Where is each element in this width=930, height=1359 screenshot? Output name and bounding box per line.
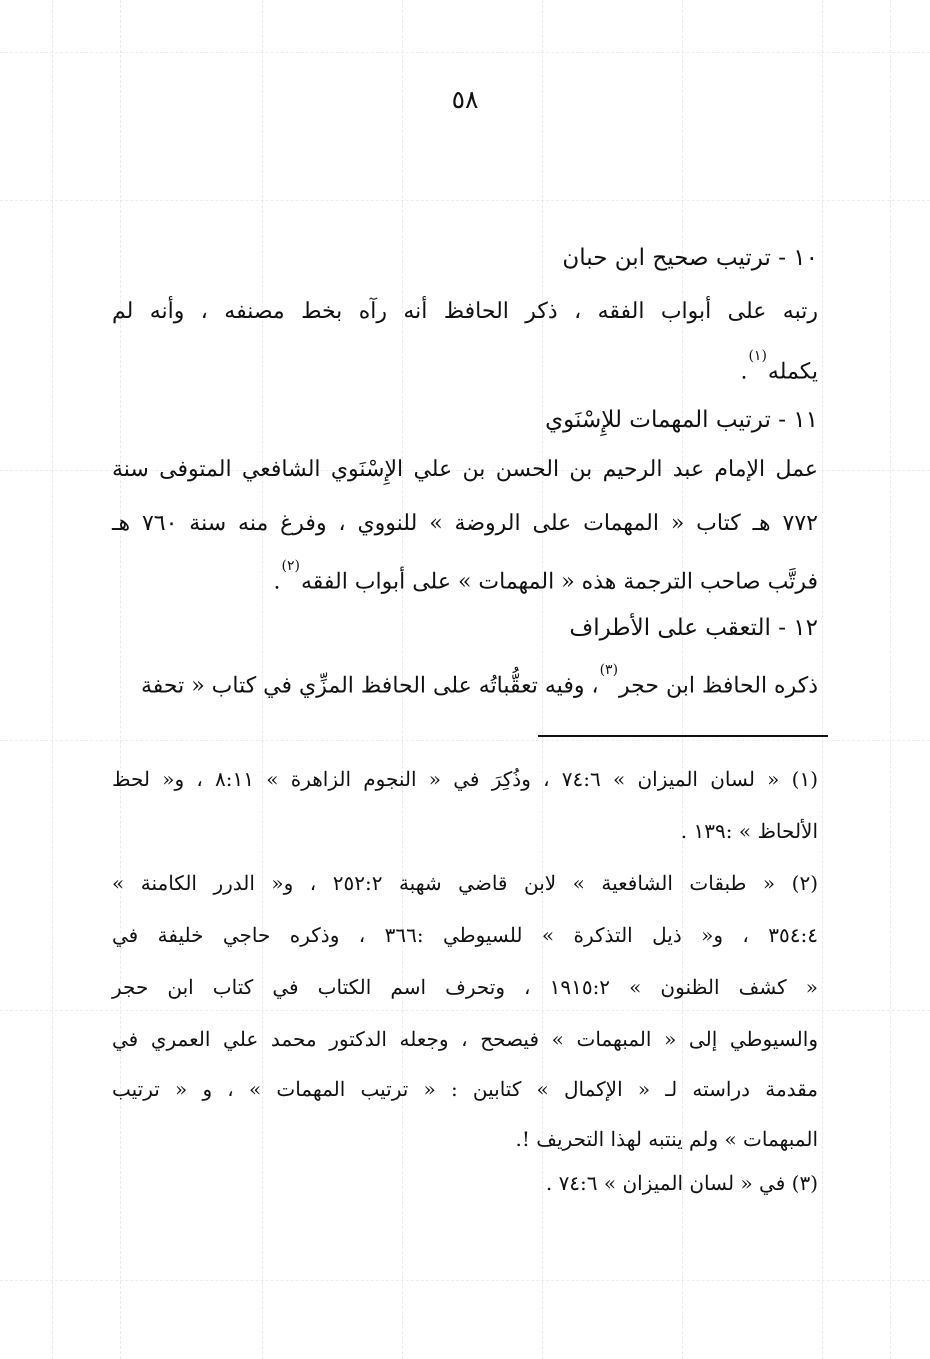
section-heading: ١٢ - التعقب على الأطراف xyxy=(569,615,818,641)
body-text-run: يكمله xyxy=(767,359,818,385)
body-line xyxy=(112,662,818,704)
section-heading: ١٠ - ترتيب صحيح ابن حبان xyxy=(562,245,818,271)
body-text-run: ذكره الحافظ ابن حجر xyxy=(619,673,818,699)
page-number: ٥٨ xyxy=(451,85,479,114)
footnote-line: ٣٥٤:٤ ، و« ذيل التذكرة » للسيوطي :٣٦٦ ، وذكره حاجي خليفة في xyxy=(112,923,818,947)
section-heading: ١١ - ترتيب المهمات للإِسْنَوي xyxy=(545,407,818,433)
body-text-run: . xyxy=(273,569,281,595)
footnote-line: المبهمات » ولم ينتبه لهذا التحريف !. xyxy=(515,1127,818,1151)
body-line xyxy=(112,348,818,390)
footnote-marker: (٢) xyxy=(281,558,300,574)
footnote-marker: (٣) xyxy=(599,662,619,678)
body-line xyxy=(112,558,818,600)
body-line: عمل الإمام عبد الرحيم بن الحسن بن علي الإِسْنَوي الشافعي المتوفى سنة xyxy=(112,457,818,482)
footnote-line: والسيوطي إلى « المبهمات » فيصحح ، وجعله الدكتور محمد علي العمري في xyxy=(112,1027,818,1051)
footnote-line: مقدمة دراسته لـ « الإكمال » كتابين : « ترتيب المهمات » ، و « ترتيب xyxy=(112,1077,818,1101)
footnote-marker: (١) xyxy=(748,348,767,364)
footnote-separator xyxy=(538,735,828,737)
body-line: رتبه على أبواب الفقه ، ذكر الحافظ أنه رآه بخط مصنفه ، وأنه لم xyxy=(112,299,818,324)
footnote-line: الألحاظ » :١٣٩ . xyxy=(680,819,818,843)
body-text-run: . xyxy=(740,359,748,385)
body-text-run: فرتَّب صاحب الترجمة هذه « المهمات » على أبواب الفقه xyxy=(300,569,818,595)
body-text-run: ، وفيه تعقُّباتُه على الحافظ المزِّي في كتاب « تحفة xyxy=(140,673,599,699)
body-line: ٧٧٢ هـ كتاب « المهمات على الروضة » للنووي ، وفرغ منه سنة ٧٦٠ هـ xyxy=(112,511,818,536)
footnote-line: (٢) « طبقات الشافعية » لابن قاضي شهبة ٢٥٢:٢ ، و« الدرر الكامنة » xyxy=(112,871,818,895)
footnote-line: (٣) في « لسان الميزان » ٧٤:٦ . xyxy=(545,1171,818,1195)
footnote-line: « كشف الظنون » ١٩١٥:٢ ، وتحرف اسم الكتاب في كتاب ابن حجر xyxy=(112,975,818,999)
footnote-line: (١) « لسان الميزان » ٧٤:٦ ، وذُكِرَ في « النجوم الزاهرة » ٨:١١ ، و« لحظ xyxy=(112,767,818,791)
